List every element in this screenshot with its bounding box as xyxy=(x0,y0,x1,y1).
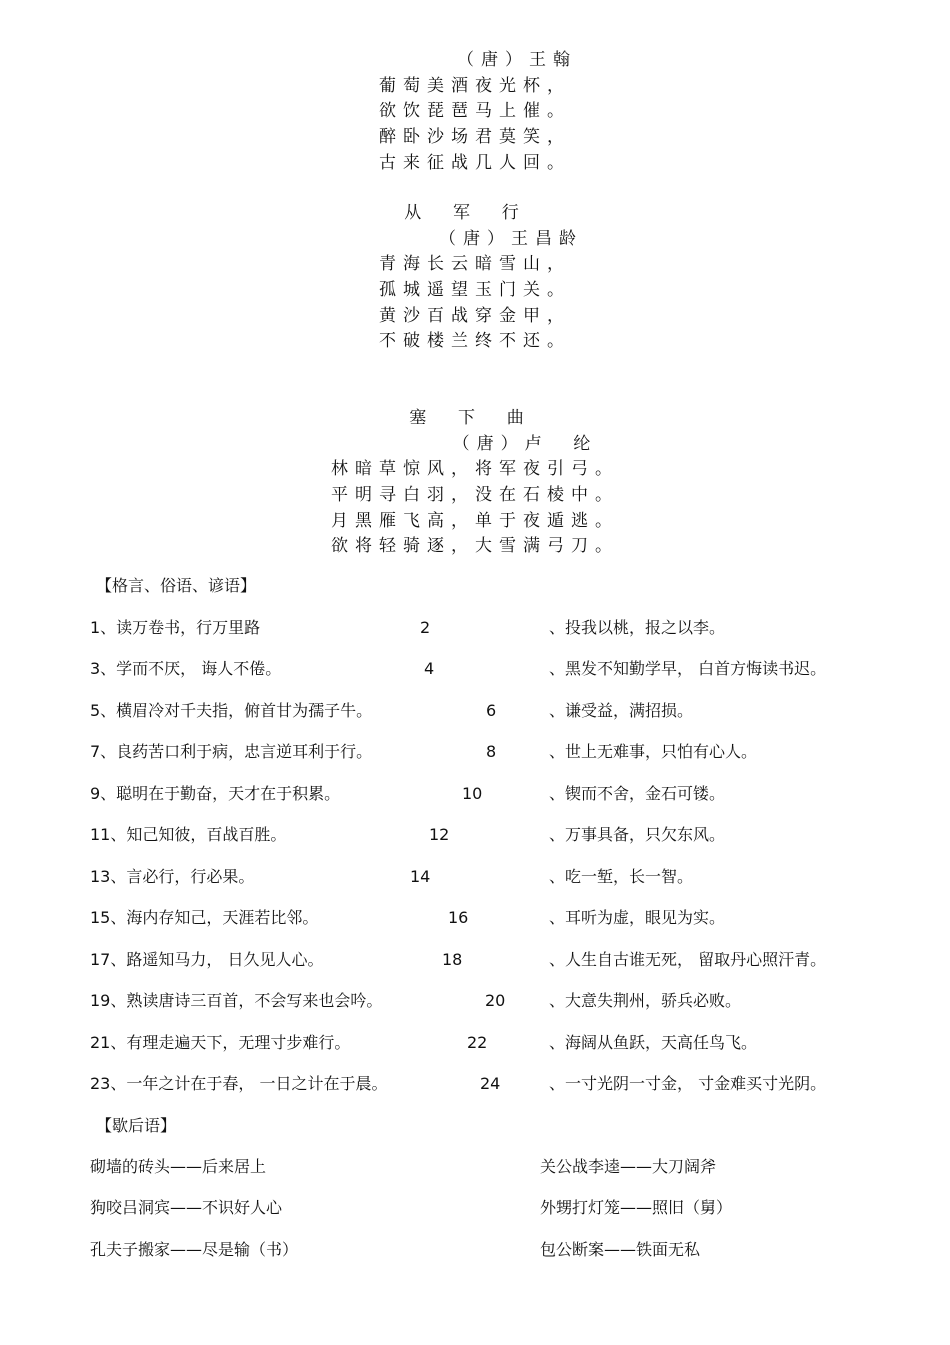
proverb-number: 8 xyxy=(486,742,497,761)
proverb-right: 、谦受益，满招损。 xyxy=(549,701,694,720)
poem-line: 葡萄美酒夜光杯， xyxy=(379,75,571,96)
proverb-left: 5、横眉冷对千夫指，俯首甘为孺子牛。 xyxy=(90,701,373,720)
proverb-number: 18 xyxy=(442,950,463,969)
proverb-row xyxy=(90,657,890,681)
xiehouyu-heading: 【歇后语】 xyxy=(96,1116,177,1135)
proverb-left: 17、路遥知马力， 日久见人心。 xyxy=(90,950,324,969)
poem-1 xyxy=(0,48,950,176)
proverb-number: 24 xyxy=(480,1074,501,1093)
proverb-number: 4 xyxy=(424,659,435,678)
proverb-left: 3、学而不厌， 诲人不倦。 xyxy=(90,659,282,678)
proverb-left: 21、有理走遍天下，无理寸步难行。 xyxy=(90,1033,351,1052)
proverb-left: 11、知己知彼，百战百胜。 xyxy=(90,825,287,844)
proverb-right: 、一寸光阴一寸金， 寸金难买寸光阴。 xyxy=(549,1074,827,1093)
proverb-row xyxy=(90,948,890,972)
poem-line: 欲饮琵琶马上催。 xyxy=(379,101,571,122)
poem-title: 塞 下 曲 xyxy=(409,408,531,428)
xiehouyu-right: 关公战李逵——大刀阔斧 xyxy=(540,1157,717,1176)
poem-line: 青海长云暗雪山， xyxy=(379,254,571,275)
proverb-right: 、海阔从鱼跃，天高任鸟飞。 xyxy=(549,1033,758,1052)
proverb-row xyxy=(90,989,890,1013)
poem-author: （唐）卢 纶 xyxy=(452,433,598,454)
proverb-row xyxy=(90,782,890,806)
proverb-left: 23、一年之计在于春， 一日之计在于晨。 xyxy=(90,1074,388,1093)
poem-line: 孤城遥望玉门关。 xyxy=(379,280,571,301)
poem-line: 黄沙百战穿金甲， xyxy=(379,305,571,326)
proverb-left: 9、聪明在于勤奋，天才在于积累。 xyxy=(90,784,341,803)
xiehouyu-row xyxy=(90,1238,890,1262)
xiehouyu-right: 包公断案——铁面无私 xyxy=(540,1240,701,1259)
proverb-row xyxy=(90,1072,890,1096)
proverb-right: 、万事具备，只欠东风。 xyxy=(549,825,726,844)
proverb-number: 2 xyxy=(420,618,431,637)
proverb-left: 7、良药苦口利于病，忠言逆耳利于行。 xyxy=(90,742,373,761)
xiehouyu-right: 外甥打灯笼——照旧（舅） xyxy=(540,1198,733,1217)
proverb-number: 12 xyxy=(429,825,450,844)
poem-line: 不破楼兰终不还。 xyxy=(379,331,571,352)
proverb-right: 、黑发不知勤学早， 白首方悔读书迟。 xyxy=(549,659,827,678)
proverb-right: 、世上无难事，只怕有心人。 xyxy=(549,742,758,761)
proverb-row xyxy=(90,616,890,640)
xiehouyu-left: 孔夫子搬家——尽是输（书） xyxy=(90,1240,299,1259)
proverb-right: 、吃一堑，长一智。 xyxy=(549,867,694,886)
proverbs-heading: 【格言、俗语、谚语】 xyxy=(96,576,257,595)
proverb-row xyxy=(90,740,890,764)
proverb-right: 、人生自古谁无死， 留取丹心照汗青。 xyxy=(549,950,827,969)
proverb-number: 10 xyxy=(462,784,483,803)
proverb-number: 14 xyxy=(410,867,431,886)
poem-line: 古来征战几人回。 xyxy=(379,152,571,173)
poem-line: 醉卧沙场君莫笑， xyxy=(379,127,571,148)
poem-2 xyxy=(0,201,950,355)
poem-author: （唐）王昌龄 xyxy=(439,228,583,249)
proverb-right: 、锲而不舍，金石可镂。 xyxy=(549,784,726,803)
proverb-number: 16 xyxy=(448,908,469,927)
poem-3 xyxy=(0,406,950,560)
proverb-row xyxy=(90,699,890,723)
xiehouyu-left: 砌墙的砖头——后来居上 xyxy=(90,1157,267,1176)
proverb-right: 、大意失荆州，骄兵必败。 xyxy=(549,991,742,1010)
proverb-row xyxy=(90,823,890,847)
proverb-number: 20 xyxy=(485,991,506,1010)
proverb-left: 1、读万卷书，行万里路 xyxy=(90,618,261,637)
proverb-left: 19、熟读唐诗三百首，不会写来也会吟。 xyxy=(90,991,383,1010)
xiehouyu-left: 狗咬吕洞宾——不识好人心 xyxy=(90,1198,283,1217)
proverb-left: 15、海内存知己，天涯若比邻。 xyxy=(90,908,319,927)
proverb-right: 、投我以桃，报之以李。 xyxy=(549,618,726,637)
poem-line: 平明寻白羽，没在石棱中。 xyxy=(331,485,619,506)
proverb-number: 6 xyxy=(486,701,497,720)
poem-line: 林暗草惊风，将军夜引弓。 xyxy=(331,459,619,480)
poem-line: 欲将轻骑逐，大雪满弓刀。 xyxy=(331,536,619,557)
proverb-row xyxy=(90,1031,890,1055)
xiehouyu-row xyxy=(90,1155,890,1179)
poem-line: 月黑雁飞高，单于夜遁逃。 xyxy=(331,510,619,531)
proverb-row xyxy=(90,865,890,889)
proverb-row xyxy=(90,906,890,930)
proverb-number: 22 xyxy=(467,1033,488,1052)
xiehouyu-row xyxy=(90,1196,890,1220)
poem-author: （唐）王翰 xyxy=(457,50,577,70)
proverb-right: 、耳听为虚，眼见为实。 xyxy=(549,908,726,927)
proverb-left: 13、言必行，行必果。 xyxy=(90,867,255,886)
poem-title: 从 军 行 xyxy=(404,203,526,223)
